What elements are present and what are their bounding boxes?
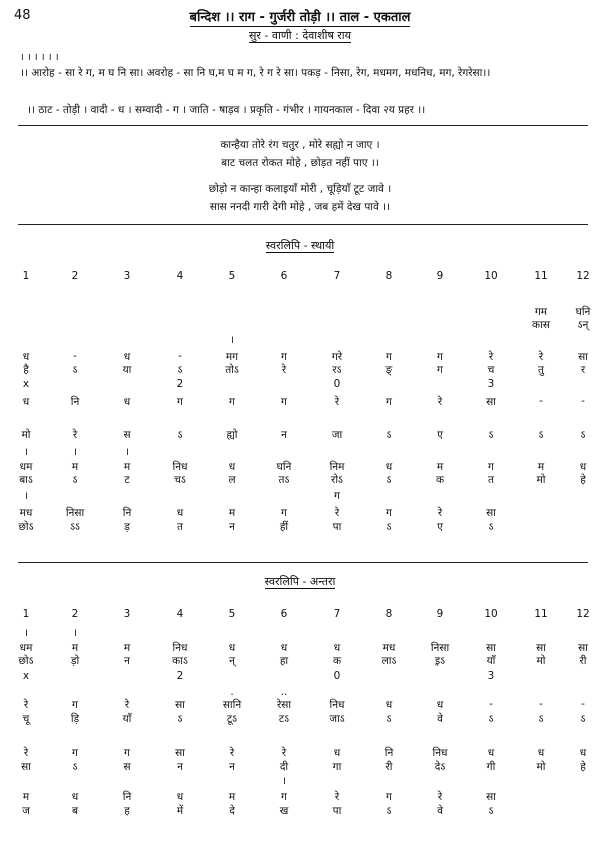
composer-credit — [0, 28, 600, 43]
notation-cell: x — [22, 670, 30, 682]
notation-row — [0, 445, 600, 459]
notation-cell: ध — [487, 747, 495, 759]
notation-cell: . — [230, 686, 234, 698]
notation-cell: ट — [124, 474, 130, 486]
notation-cell: ग — [281, 791, 287, 803]
beat-number: 8 — [385, 270, 393, 282]
notation-row — [0, 790, 600, 804]
notation-cell: ग — [281, 507, 287, 519]
notation-cell: । — [282, 775, 286, 787]
notation-cell: नि — [122, 507, 132, 519]
notation-cell: ग — [386, 351, 392, 363]
notation-cell: रे — [281, 747, 287, 759]
notation-row — [0, 460, 600, 474]
notation-cell: छोऽ — [18, 521, 34, 533]
notation-cell: सा — [486, 642, 496, 654]
notation-cell: मध — [19, 507, 33, 519]
notation-cell: र — [580, 364, 586, 376]
notation-cell: म — [123, 461, 131, 473]
notation-cell: ध — [436, 699, 444, 711]
notation-cell: ऽन् — [577, 319, 589, 331]
notation-row — [0, 395, 600, 409]
notation-cell: ह्यो — [226, 429, 238, 441]
notation-cell: - — [73, 350, 77, 362]
notation-cell: । — [24, 490, 28, 502]
notation-cell: जाऽ — [329, 713, 345, 725]
beat-number: 7 — [333, 270, 341, 282]
notation-cell: ल — [228, 474, 236, 486]
notation-row — [0, 774, 600, 788]
notation-cell: ग — [177, 396, 183, 408]
notation-cell: ग — [437, 364, 443, 376]
sthayi-heading — [0, 238, 600, 253]
notation-cell: ङ् — [385, 364, 393, 376]
notation-cell: । — [73, 627, 77, 639]
notation-cell: ध — [228, 642, 236, 654]
notation-cell: टूऽ — [226, 713, 238, 725]
notation-cell: सा — [175, 747, 185, 759]
notation-cell: या — [122, 364, 132, 376]
notation-cell: निसा — [65, 507, 85, 519]
notation-cell: न — [281, 429, 287, 441]
notation-cell: म — [228, 791, 236, 803]
notation-cell: न — [177, 761, 183, 773]
notation-cell: ध — [579, 747, 587, 759]
notation-cell: - — [178, 350, 182, 362]
notation-cell: हा — [279, 655, 289, 667]
notation-cell: दी — [279, 761, 289, 773]
notation-cell: रेसा — [276, 699, 292, 711]
notation-cell: दे — [229, 805, 235, 817]
notation-cell: सानि — [222, 699, 242, 711]
notation-cell: सा — [486, 507, 496, 519]
notation-cell: रे — [334, 396, 340, 408]
notation-cell: स — [123, 761, 131, 773]
notation-cell: पा — [332, 521, 342, 533]
notation-cell: बाऽ — [19, 474, 33, 486]
notation-cell: रे — [437, 791, 443, 803]
notation-cell: ग — [437, 351, 443, 363]
notation-cell: ध — [280, 642, 288, 654]
notation-cell: ग — [386, 396, 392, 408]
notation-cell: रोऽ — [331, 474, 343, 486]
notation-cell: रे — [72, 429, 78, 441]
notation-cell: म — [228, 507, 236, 519]
notation-cell: याँ — [122, 713, 132, 725]
notation-cell: .. — [280, 686, 288, 698]
notation-cell: री — [385, 761, 393, 773]
antara-heading-text: स्वरलिपि - अन्तरा — [264, 575, 336, 588]
notation-cell: ऽ — [177, 429, 183, 441]
notation-cell: मग — [225, 351, 239, 363]
notation-cell: ध — [228, 461, 236, 473]
notation-cell: स — [123, 429, 131, 441]
beat-number: 5 — [228, 608, 236, 620]
notation-cell: त — [177, 521, 183, 533]
notation-cell: निध — [172, 642, 188, 654]
notation-cell: ऽऽ — [70, 521, 80, 533]
notation-cell: ऽ — [72, 474, 78, 486]
notation-cell: त — [488, 474, 494, 486]
notation-cell: ऽ — [488, 713, 494, 725]
notation-row — [0, 428, 600, 442]
notation-cell: रे — [124, 699, 130, 711]
notation-cell: मो — [536, 761, 546, 773]
notation-cell: ऽ — [580, 713, 586, 725]
notation-cell: ब — [72, 805, 78, 817]
beat-number: 2 — [71, 608, 79, 620]
notation-cell: कास — [532, 319, 550, 331]
notation-cell: ध — [579, 461, 587, 473]
notation-cell: ग — [72, 747, 78, 759]
notation-cell: गा — [332, 761, 342, 773]
notation-cell: मो — [536, 655, 546, 667]
notation-cell: रे — [229, 747, 235, 759]
notation-cell: ड़ि — [70, 713, 80, 725]
notation-cell: क — [332, 655, 342, 667]
notation-cell: सा — [175, 699, 185, 711]
notation-cell: काऽ — [172, 655, 188, 667]
notation-cell: लाऽ — [381, 655, 397, 667]
notation-cell: रे — [488, 351, 494, 363]
notation-row — [0, 804, 600, 818]
notation-cell: इ़ऽ — [434, 655, 446, 667]
notation-cell: च — [487, 364, 495, 376]
notation-cell: वे — [437, 805, 443, 817]
notation-cell: ग — [386, 507, 392, 519]
notation-cell: ऽ — [488, 805, 494, 817]
notation-cell: ध — [176, 507, 184, 519]
notation-cell: ड़ो — [70, 655, 80, 667]
notation-cell: हे — [580, 761, 586, 773]
beat-number: 3 — [123, 608, 131, 620]
notation-cell: म — [22, 791, 30, 803]
beat-number: 3 — [123, 270, 131, 282]
notation-cell: । — [24, 627, 28, 639]
notation-cell: रे — [281, 364, 287, 376]
notation-cell: 2 — [176, 378, 184, 390]
notation-row — [0, 363, 600, 377]
notation-row — [0, 654, 600, 668]
notation-cell: गम — [534, 306, 548, 318]
notation-row — [0, 746, 600, 760]
lyric-line-4: सास ननदी गारी देगी मोहे , जब हमें देख पावे ।। — [209, 201, 391, 213]
notation-cell: 2 — [176, 670, 184, 682]
notation-cell: गी — [486, 761, 496, 773]
notation-cell: याँ — [486, 655, 496, 667]
notation-row — [0, 473, 600, 487]
notation-cell: सा — [578, 642, 588, 654]
beat-number: 10 — [484, 270, 498, 282]
notation-row — [0, 489, 600, 503]
notation-cell: - — [581, 395, 585, 407]
notation-cell: - — [489, 698, 493, 710]
notation-cell: सा — [21, 761, 31, 773]
notation-cell: ख — [279, 805, 289, 817]
notation-cell: देऽ — [434, 761, 446, 773]
notation-cell: ध — [537, 747, 545, 759]
beat-number: 5 — [228, 270, 236, 282]
notation-row — [0, 698, 600, 712]
beat-number: 11 — [534, 270, 548, 282]
notation-cell: ग — [488, 461, 494, 473]
notation-row — [0, 626, 600, 640]
notation-cell: ग — [386, 791, 392, 803]
beat-number: 9 — [436, 608, 444, 620]
notation-row — [0, 305, 600, 319]
notation-cell: म — [71, 461, 79, 473]
notation-cell: निसा — [430, 642, 450, 654]
notation-row — [0, 506, 600, 520]
lyric-line-2: बाट चलत रोकत मोहे , छोड़त नहीं पाए ।। — [221, 157, 379, 169]
notation-cell: ग — [72, 699, 78, 711]
notation-cell: 0 — [333, 378, 341, 390]
notation-row — [0, 712, 600, 726]
lyric-line-1: कान्हैया तोरे रंग चतुर , मोरे सह्यो न जाए । — [220, 139, 380, 151]
notation-cell: तु — [538, 364, 544, 376]
notation-cell: ऽ — [488, 429, 494, 441]
notation-cell: 3 — [487, 670, 495, 682]
notation-cell: छोऽ — [18, 655, 34, 667]
divider — [18, 224, 588, 225]
notation-cell: 3 — [487, 378, 495, 390]
notation-cell: निध — [172, 461, 188, 473]
notation-cell: में — [176, 805, 184, 817]
composer-credit-text: सुर - वाणी : देवाशीष राय — [248, 29, 352, 42]
notation-cell: जा — [331, 429, 343, 441]
notation-cell: म — [436, 461, 444, 473]
lyric-line-3: छोड़ो न कान्हा कलाइयाँ मोरी , चूड़ियाँ टूट जावे । — [208, 183, 392, 195]
notation-cell: रे — [437, 396, 443, 408]
notation-cell: ग — [124, 747, 130, 759]
notation-cell: ध — [385, 699, 393, 711]
notation-cell: - — [539, 698, 543, 710]
beat-number: 8 — [385, 608, 393, 620]
notation-cell: निम — [329, 461, 345, 473]
beat-number: 12 — [576, 270, 590, 282]
beat-number-row — [0, 270, 600, 284]
notation-cell: रे — [334, 791, 340, 803]
notation-cell: ध — [22, 351, 30, 363]
beat-number: 6 — [280, 270, 288, 282]
notation-cell: मध — [382, 642, 396, 654]
notation-cell: रे — [23, 747, 29, 759]
notation-cell: मो — [21, 429, 31, 441]
beat-number: 6 — [280, 608, 288, 620]
notation-cell: निध — [432, 747, 448, 759]
divider — [18, 562, 588, 563]
beat-number: 1 — [22, 608, 30, 620]
notation-cell: वे — [437, 713, 443, 725]
notation-cell: सा — [486, 791, 496, 803]
notation-cell: हे — [580, 474, 586, 486]
notation-cell: तोऽ — [225, 364, 239, 376]
notation-row — [0, 318, 600, 332]
notation-row — [0, 726, 600, 740]
notation-cell: धम — [19, 642, 33, 654]
aroh-avroh-pakad: ।। आरोह - सा रे ग, म घ नि सा। अवरोह - सा नि घ,म घ म ग, रे ग रे सा। पकड़ - निसा, रेग, मधमग, मधनिध, मग, रेगरेसा।। — [20, 67, 491, 79]
notation-cell: म — [71, 642, 79, 654]
notation-cell: ग — [334, 490, 340, 502]
notation-cell: न — [229, 761, 235, 773]
notation-cell: ज — [22, 805, 30, 817]
notation-row — [0, 520, 600, 534]
notation-cell: ध — [22, 396, 30, 408]
aroh-marks: । । । । । । — [20, 52, 59, 63]
raga-info: ।। ठाट - तोड़ी । वादी - ध । सम्वादी - ग । जाति - षाड़व । प्रकृति - गंभीर । गायनकाल - दिवा २य प्रहर ।। — [27, 104, 426, 116]
notation-cell: 0 — [333, 670, 341, 682]
notation-cell: तऽ — [278, 474, 290, 486]
notation-cell: ऽ — [580, 429, 586, 441]
notation-cell: ध — [333, 642, 341, 654]
notation-row — [0, 333, 600, 347]
notation-cell: ऽ — [72, 364, 78, 376]
notation-row — [0, 378, 600, 392]
beat-number: 9 — [436, 270, 444, 282]
notation-cell: रे — [538, 351, 544, 363]
notation-row — [0, 641, 600, 655]
notation-cell: है — [23, 364, 29, 376]
beat-number-row — [0, 608, 600, 622]
notation-cell: । — [73, 446, 77, 458]
notation-cell: घनि — [575, 306, 591, 318]
notation-cell: सा — [578, 351, 588, 363]
notation-cell: सा — [486, 396, 496, 408]
notation-cell: नि — [384, 747, 394, 759]
notation-cell: ऽ — [386, 805, 392, 817]
notation-cell: मो — [536, 474, 546, 486]
sthayi-heading-text: स्वरलिपि - स्थायी — [265, 239, 335, 252]
notation-cell: ऽ — [386, 474, 392, 486]
notation-cell: ऽ — [538, 429, 544, 441]
notation-cell: । — [230, 334, 234, 346]
notation-cell: ऽ — [386, 429, 392, 441]
notation-cell: ऽ — [386, 521, 392, 533]
beat-number: 4 — [176, 608, 184, 620]
notation-cell: नि — [122, 791, 132, 803]
beat-number: 12 — [576, 608, 590, 620]
notation-cell: । — [24, 446, 28, 458]
notation-cell: । — [125, 446, 129, 458]
notation-cell: ए — [437, 429, 443, 441]
notation-cell: नि — [70, 396, 80, 408]
notation-cell: ह — [124, 805, 130, 817]
notation-cell: चू — [22, 713, 30, 725]
notation-cell: ध — [333, 747, 341, 759]
notation-row — [0, 760, 600, 774]
notation-row — [0, 413, 600, 427]
notation-cell: ऽ — [488, 521, 494, 533]
notation-cell: ध — [123, 351, 131, 363]
notation-cell: ड़ — [124, 521, 130, 533]
notation-row — [0, 350, 600, 364]
beat-number: 11 — [534, 608, 548, 620]
notation-cell: रे — [334, 507, 340, 519]
notation-cell: - — [581, 698, 585, 710]
notation-cell: ग — [281, 396, 287, 408]
notation-row — [0, 670, 600, 684]
notation-cell: ऽ — [177, 713, 183, 725]
notation-cell: ध — [71, 791, 79, 803]
bandish-title-text: बन्दिश ।। राग - गुर्जरी तोड़ी ।। ताल - एकताल — [189, 10, 411, 25]
notation-cell: म — [537, 461, 545, 473]
notation-cell: ऽ — [177, 364, 183, 376]
page-number: 48 — [14, 8, 31, 23]
notation-cell: रे — [437, 507, 443, 519]
notation-cell: हीं — [279, 521, 289, 533]
notation-cell: ध — [176, 791, 184, 803]
notation-cell: क — [435, 474, 445, 486]
beat-number: 7 — [333, 608, 341, 620]
notation-cell: न — [229, 521, 235, 533]
notation-cell: ग — [229, 396, 235, 408]
beat-number: 10 — [484, 608, 498, 620]
notation-cell: चऽ — [174, 474, 186, 486]
notation-cell: ध — [123, 396, 131, 408]
notation-cell: री — [579, 655, 587, 667]
notation-cell: ग — [281, 351, 287, 363]
notation-cell: निध — [329, 699, 345, 711]
notation-cell: रे — [23, 699, 29, 711]
divider — [18, 125, 588, 126]
beat-number: 2 — [71, 270, 79, 282]
antara-heading — [0, 574, 600, 589]
notation-cell: सा — [536, 642, 546, 654]
bandish-title — [0, 7, 600, 25]
notation-cell: न् — [229, 655, 235, 667]
notation-cell: न — [124, 655, 130, 667]
notation-cell: धम — [19, 461, 33, 473]
notation-cell: ए — [437, 521, 443, 533]
notation-cell: टऽ — [278, 713, 290, 725]
notation-cell: म — [123, 642, 131, 654]
notation-cell: ऽ — [538, 713, 544, 725]
beat-number: 1 — [22, 270, 30, 282]
beat-number: 4 — [176, 270, 184, 282]
notation-cell: x — [22, 378, 30, 390]
notation-cell: पा — [332, 805, 342, 817]
notation-cell: गरे — [331, 351, 343, 363]
notation-cell: रऽ — [332, 364, 342, 376]
notation-cell: घनि — [276, 461, 292, 473]
notation-cell: ऽ — [72, 761, 78, 773]
notation-cell: - — [539, 395, 543, 407]
notation-cell: ध — [385, 461, 393, 473]
notation-cell: ऽ — [386, 713, 392, 725]
